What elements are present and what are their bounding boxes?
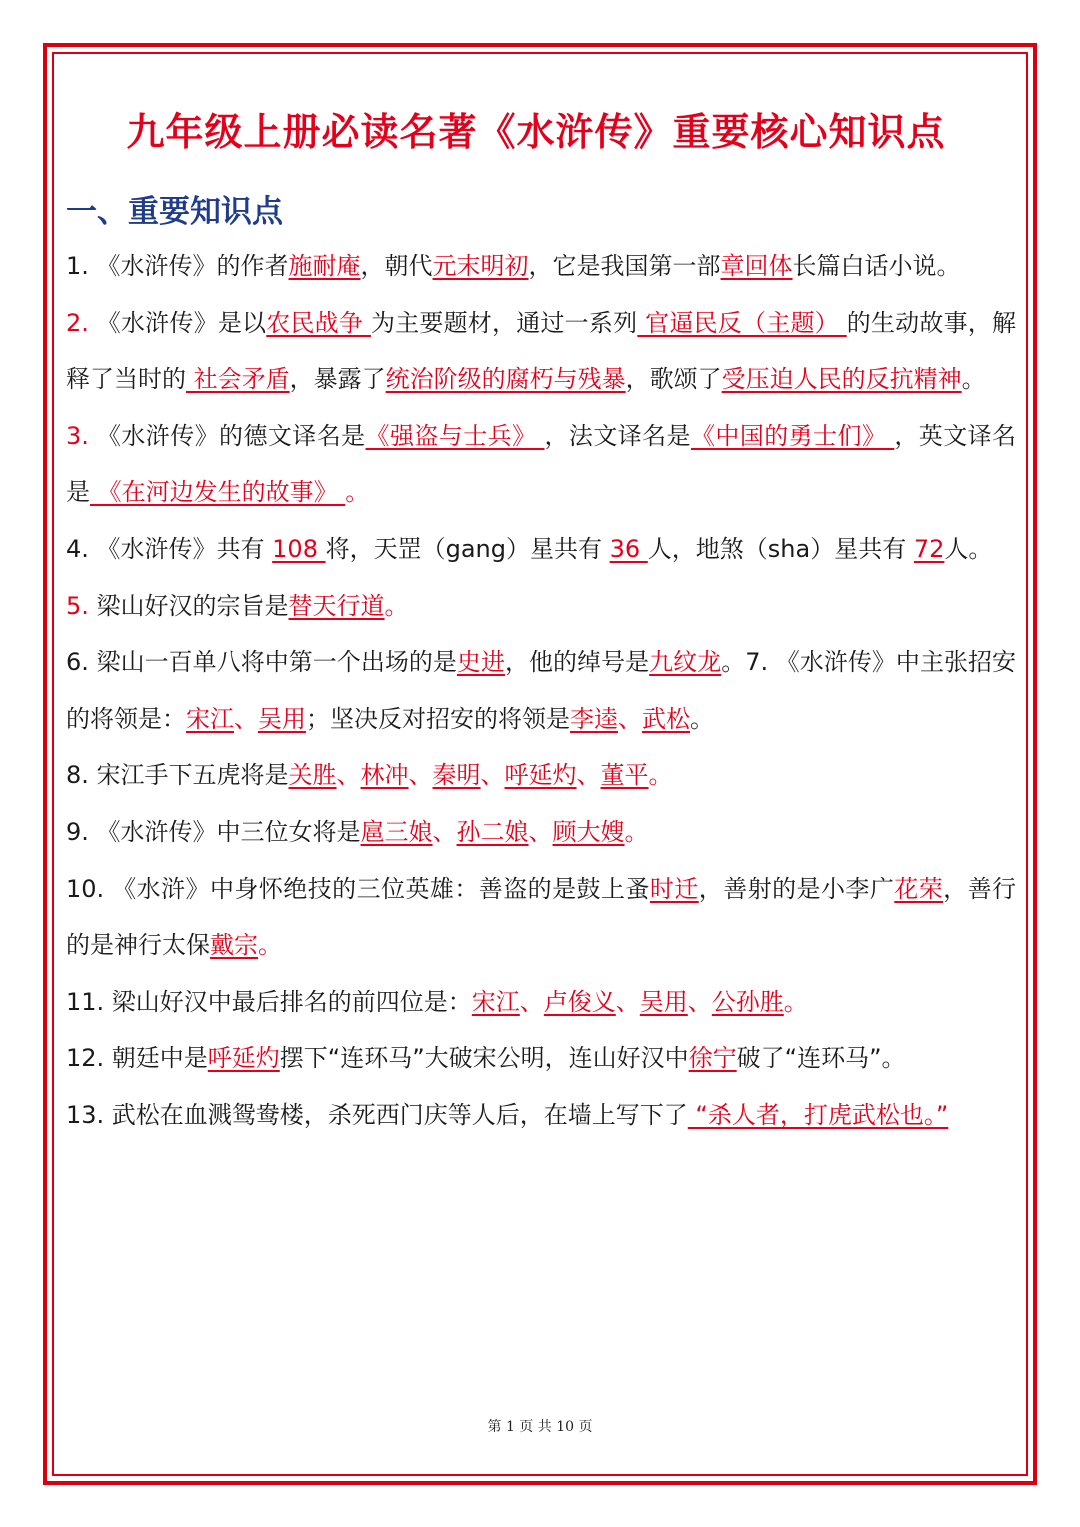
section-heading: 一、重要知识点 [66, 194, 283, 230]
knowledge-point-2: 2. 《水浒传》是以农民战争 为主要题材，通过一系列 官逼民反（主题） 的生动故事，解释了当时的 社会矛盾，暴露了统治阶级的腐朽与残暴，歌颂了受压迫人民的反抗精神。 [66, 308, 1017, 394]
document-body [66, 100, 1016, 1144]
knowledge-point-8: 8. 宋江手下五虎将是关胜、林冲、秦明、呼延灼、董平。 [66, 761, 673, 790]
page-title: 九年级上册必读名著《水浒传》重要核心知识点 [126, 110, 946, 154]
knowledge-point-4: 4. 《水浒传》共有 108 将，天罡（gang）星共有 36 人，地煞（sha）星共有 72人。 [66, 534, 993, 563]
genre-answer: 章回体 [720, 252, 793, 280]
page-number: 第 1 页 共 10 页 [487, 1419, 593, 1435]
knowledge-point-12: 12. 朝廷中是呼延灼摆下“连环马”大破宋公明，连山好汉中徐宁破了“连环马”。 [66, 1044, 906, 1073]
knowledge-point-6-7: 6. 梁山一百单八将中第一个出场的是史进，他的绰号是九纹龙。7. 《水浒传》中主张招安的将领是：宋江、吴用；坚决反对招安的将领是李逵、武松。 [66, 648, 1017, 733]
knowledge-point-10: 10. 《水浒》中身怀绝技的三位英雄：善盗的是鼓上蚤时迁，善射的是小李广花荣，善行的是神行太保戴宗。 [66, 874, 1017, 960]
knowledge-point-11: 11. 梁山好汉中最后排名的前四位是：宋江、卢俊义、吴用、公孙胜。 [66, 987, 808, 1016]
knowledge-point-1: 1. 《水浒传》的作者施耐庵，朝代元末明初，它是我国第一部章回体长篇白话小说。 [66, 252, 961, 280]
knowledge-point-5: 5. 梁山好汉的宗旨是替天行道。 [66, 591, 409, 620]
author-answer: 施耐庵 [288, 252, 361, 280]
knowledge-point-9: 9. 《水浒传》中三位女将是扈三娘、孙二娘、顾大嫂。 [66, 817, 649, 846]
knowledge-point-3: 3. 《水浒传》的德文译名是《强盗与士兵》 ，法文译名是《中国的勇士们》 ，英文译名是 《在河边发生的故事》 。 [66, 421, 1017, 507]
knowledge-point-13: 13. 武松在血溅鸳鸯楼，杀死西门庆等人后，在墙上写下了 “杀人者，打虎武松也。” [66, 1100, 949, 1129]
dynasty-answer: 元末明初 [432, 252, 529, 280]
